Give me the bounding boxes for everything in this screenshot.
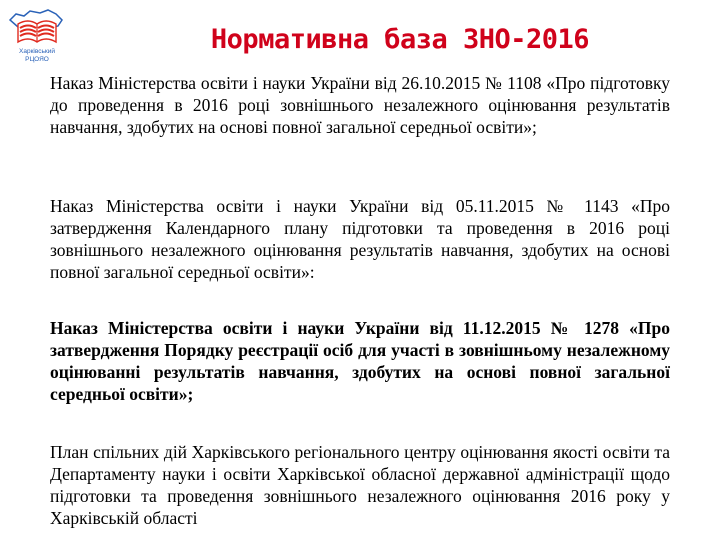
logo-caption-2: РЦОЯО [25, 56, 49, 63]
paragraph-joint-plan: План спільних дій Харківського регіонального центру оцінювання якості освіти та Департаменту науки і освіти Харківської обласної державної адміністрації щодо підготовки та проведення зовнішнього незалежного оцінювання 2016 року у Харківській області [50, 442, 670, 528]
paragraph-order-1108: Наказ Міністерства освіти і науки України від 26.10.2015 № 1108 «Про підготовку до проведення в 2016 році зовнішнього незалежного оцінювання результатів навчання, здобутих на основі повної загальної середньої освіти»; [50, 73, 670, 137]
ukraine-map-book-logo-icon [6, 6, 68, 68]
slide-title: Нормативна база ЗНО-2016 [210, 24, 590, 55]
logo-caption-1: Харківський [19, 48, 55, 55]
paragraph-order-1278: Наказ Міністерства освіти і науки України від 11.12.2015 № 1278 «Про затвердження Порядку реєстрації осіб для участі в зовнішньому незалежному оцінюванні результатів навчання, здобутих на основі повної загальної середньої освіти»; [50, 318, 670, 404]
paragraph-order-1143: Наказ Міністерства освіти і науки України від 05.11.2015 № 1143 «Про затвердження Календарного плану підготовки та проведення в 2016 році зовнішнього незалежного оцінювання результатів навчання, здобутих на основі повної загальної середньої освіти»: [50, 196, 670, 282]
logo [6, 6, 68, 68]
